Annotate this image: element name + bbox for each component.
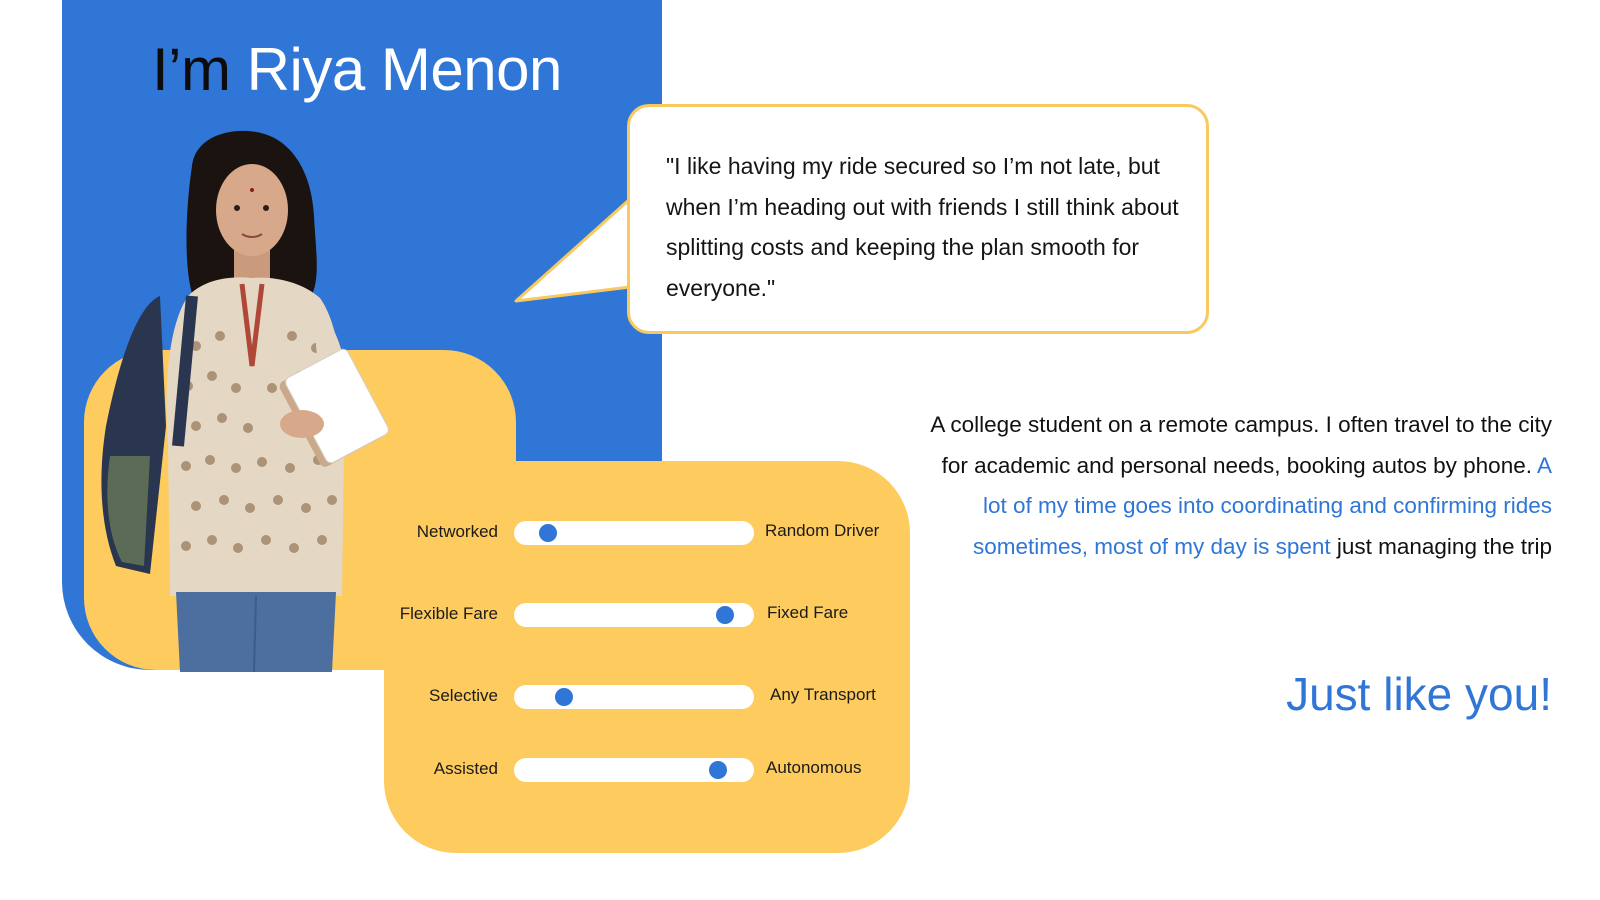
slider-right-label-any-transport: Any Transport — [770, 685, 876, 704]
persona-name: Riya Menon — [246, 36, 562, 103]
persona-photo — [96, 126, 408, 672]
persona-description — [930, 405, 1552, 567]
slider-thumb-icon[interactable] — [709, 761, 727, 779]
slider-right-label-random-driver: Random Driver — [765, 521, 880, 540]
persona-quote: "I like having my ride secured so I’m not late, but when I’m heading out with friends I still think about splitting costs and keeping the plan smooth for everyone." — [666, 153, 1179, 301]
tagline: Just like you! — [1286, 668, 1552, 720]
speech-bubble-tail — [512, 195, 632, 315]
title-prefix: I’m — [152, 36, 231, 103]
slider-right-label-autonomous: Autonomous — [766, 758, 862, 777]
slider-right-label-fixed-fare: Fixed Fare — [767, 603, 849, 622]
slider-thumb-icon[interactable] — [555, 688, 573, 706]
slider-track-transport[interactable] — [514, 685, 754, 709]
description-text: A college student on a remote campus. I often travel to the city for academic and personal needs, booking autos by phone. — [930, 412, 1552, 478]
slider-left-label-networked: Networked — [416, 522, 498, 541]
slider-left-label-selective: Selective — [429, 686, 498, 705]
slider-track-network[interactable] — [514, 521, 754, 545]
slider-card — [384, 461, 910, 853]
slider-track-fare[interactable] — [514, 603, 754, 627]
description-highlight: A lot of my time goes into coordinating and confirming rides sometimes, most of my day is spent — [973, 452, 1552, 559]
slider-left-label-flexible-fare: Flexible Fare — [399, 604, 498, 623]
slider-left-label-assisted: Assisted — [433, 759, 498, 778]
description-text-end: just managing the trip — [1330, 533, 1552, 559]
page-title — [152, 30, 562, 110]
slider-thumb-icon[interactable] — [539, 524, 557, 542]
slider-track-autonomy[interactable] — [514, 758, 754, 782]
slider-thumb-icon[interactable] — [716, 606, 734, 624]
